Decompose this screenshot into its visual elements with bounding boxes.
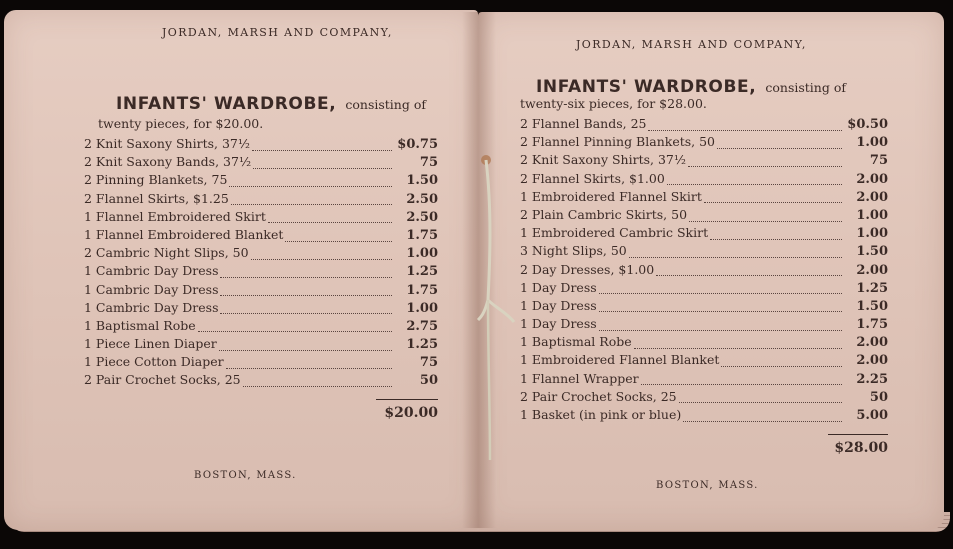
item-label: 1 Piece Cotton Diaper (84, 354, 224, 370)
list-item (84, 245, 438, 263)
item-price: 2.50 (406, 191, 438, 207)
item-price: 1.00 (856, 135, 888, 151)
list-item (520, 243, 888, 261)
dot-leader (656, 271, 842, 276)
item-price: 1.75 (856, 317, 888, 333)
item-price: $0.75 (397, 137, 438, 152)
dot-leader (704, 198, 842, 203)
item-label: 2 Flannel Skirts, $1.25 (84, 190, 229, 206)
list-item (520, 298, 888, 316)
list-item (520, 134, 888, 152)
list-item (520, 189, 888, 207)
dot-leader (683, 417, 842, 422)
item-price: 2.25 (856, 371, 888, 387)
list-item (84, 282, 438, 300)
right-total: $28.00 (834, 440, 888, 456)
dot-leader (220, 273, 392, 278)
dot-leader (231, 200, 392, 205)
left-item-list (84, 136, 438, 391)
item-label: 2 Flannel Bands, 25 (520, 116, 647, 131)
item-price: 2.00 (856, 353, 888, 369)
item-price: 2.00 (856, 189, 888, 205)
dot-leader (629, 253, 842, 258)
item-price: 75 (419, 355, 438, 371)
list-item (84, 300, 438, 318)
dot-leader (689, 217, 842, 222)
item-label: 2 Pair Crochet Socks, 25 (84, 372, 241, 388)
right-title (536, 77, 846, 97)
item-label: 1 Embroidered Flannel Skirt (520, 188, 702, 204)
left-total: $20.00 (384, 405, 438, 421)
list-item (84, 154, 438, 172)
item-label: 2 Cambric Night Slips, 50 (84, 245, 249, 261)
item-price: 2.00 (856, 335, 888, 351)
item-price: 2.00 (856, 171, 888, 187)
right-total-rule (828, 434, 888, 435)
dot-leader (251, 255, 392, 260)
item-price: 2.00 (856, 262, 888, 278)
item-price: 1.00 (406, 300, 438, 316)
item-label: 2 Knit Saxony Shirts, 37½ (520, 152, 686, 168)
item-label: 1 Basket (in pink or blue) (520, 407, 682, 422)
item-label: 2 Flannel Pinning Blankets, 50 (520, 134, 716, 150)
dot-leader (268, 218, 392, 223)
dot-leader (220, 291, 392, 296)
left-title (116, 94, 426, 114)
item-price: 1.25 (856, 280, 888, 296)
left-subtitle: twenty pieces, for $20.00. (98, 116, 264, 131)
item-price: 1.25 (406, 264, 438, 280)
dot-leader (648, 126, 842, 131)
list-item (84, 318, 438, 336)
item-price: 75 (419, 155, 438, 171)
dot-leader (717, 144, 842, 149)
item-price: 1.50 (856, 244, 888, 260)
item-price: 1.50 (856, 298, 888, 314)
dot-leader (220, 309, 392, 314)
item-label: 1 Baptismal Robe (520, 334, 632, 350)
item-label: 1 Day Dress (520, 279, 597, 295)
left-footer: BOSTON, MASS. (194, 470, 297, 481)
item-price: 1.50 (406, 173, 438, 189)
item-label: 2 Flannel Skirts, $1.00 (520, 170, 665, 186)
dot-leader (667, 180, 842, 185)
left-total-rule (376, 399, 438, 400)
item-price: $0.50 (847, 117, 888, 132)
list-item (520, 225, 888, 243)
item-price: 1.00 (856, 226, 888, 242)
list-item (84, 354, 438, 372)
right-page (478, 12, 944, 530)
item-label: 2 Plain Cambric Skirts, 50 (520, 206, 688, 222)
list-item (520, 116, 888, 134)
left-title-rest: consisting of (345, 97, 426, 112)
item-label: 1 Embroidered Flannel Blanket (520, 352, 720, 368)
item-label: 1 Baptismal Robe (84, 317, 196, 333)
item-price: 1.00 (406, 246, 438, 262)
list-item (84, 227, 438, 245)
item-label: 1 Flannel Embroidered Skirt (84, 208, 266, 224)
dot-leader (710, 235, 842, 240)
item-label: 1 Cambric Day Dress (84, 299, 219, 315)
dot-leader (634, 344, 842, 349)
right-title-rest: consisting of (765, 80, 846, 95)
item-label: 1 Flannel Wrapper (520, 370, 639, 386)
item-price: 5.00 (856, 408, 888, 423)
left-title-main: INFANTS' WARDROBE, (116, 94, 337, 114)
item-label: 2 Knit Saxony Bands, 37½ (84, 154, 252, 170)
item-label: 1 Cambric Day Dress (84, 263, 219, 279)
item-label: 2 Knit Saxony Shirts, 37½ (84, 136, 250, 151)
item-price: 1.75 (406, 282, 438, 298)
right-title-main: INFANTS' WARDROBE, (536, 77, 757, 97)
item-price: 1.00 (856, 207, 888, 223)
left-header: JORDAN, MARSH AND COMPANY, (162, 26, 393, 39)
item-price: 50 (419, 373, 438, 389)
dot-leader (229, 182, 392, 187)
dot-leader (198, 327, 392, 332)
right-footer: BOSTON, MASS. (656, 480, 759, 491)
item-label: 1 Cambric Day Dress (84, 281, 219, 297)
list-item (520, 207, 888, 225)
item-label: 1 Flannel Embroidered Blanket (84, 226, 284, 242)
left-page (4, 10, 478, 530)
list-item (84, 191, 438, 209)
list-item (520, 371, 888, 389)
list-item (84, 336, 438, 354)
item-price: 1.75 (406, 227, 438, 243)
item-price: 50 (869, 389, 888, 405)
dot-leader (599, 326, 842, 331)
list-item (84, 263, 438, 281)
list-item (84, 172, 438, 190)
item-label: 2 Pair Crochet Socks, 25 (520, 388, 677, 404)
list-item (520, 407, 888, 425)
list-item (84, 136, 438, 154)
dot-leader (226, 364, 392, 369)
dot-leader (219, 346, 392, 351)
list-item (520, 334, 888, 352)
list-item (520, 389, 888, 407)
list-item (84, 209, 438, 227)
dot-leader (599, 289, 842, 294)
list-item (520, 352, 888, 370)
dot-leader (721, 362, 842, 367)
list-item (520, 280, 888, 298)
dot-leader (641, 380, 842, 385)
item-label: 2 Pinning Blankets, 75 (84, 172, 228, 188)
item-price: 2.75 (406, 318, 438, 334)
item-label: 2 Day Dresses, $1.00 (520, 261, 655, 277)
dot-leader (599, 307, 842, 312)
dot-leader (285, 237, 392, 242)
dot-leader (252, 146, 392, 151)
item-label: 1 Day Dress (520, 316, 597, 332)
item-label: 1 Piece Linen Diaper (84, 336, 217, 352)
right-subtitle: twenty-six pieces, for $28.00. (520, 96, 707, 111)
list-item (84, 372, 438, 390)
list-item (520, 316, 888, 334)
item-label: 1 Embroidered Cambric Skirt (520, 225, 709, 241)
dot-leader (688, 162, 842, 167)
right-item-list (520, 116, 888, 425)
list-item (520, 171, 888, 189)
item-label: 1 Day Dress (520, 297, 597, 313)
dot-leader (679, 398, 842, 403)
dot-leader (253, 164, 392, 169)
item-price: 2.50 (406, 209, 438, 225)
dot-leader (243, 382, 392, 387)
item-price: 1.25 (406, 337, 438, 353)
list-item (520, 152, 888, 170)
list-item (520, 262, 888, 280)
right-header: JORDAN, MARSH AND COMPANY, (576, 38, 807, 51)
item-label: 3 Night Slips, 50 (520, 243, 627, 259)
item-price: 75 (869, 153, 888, 169)
